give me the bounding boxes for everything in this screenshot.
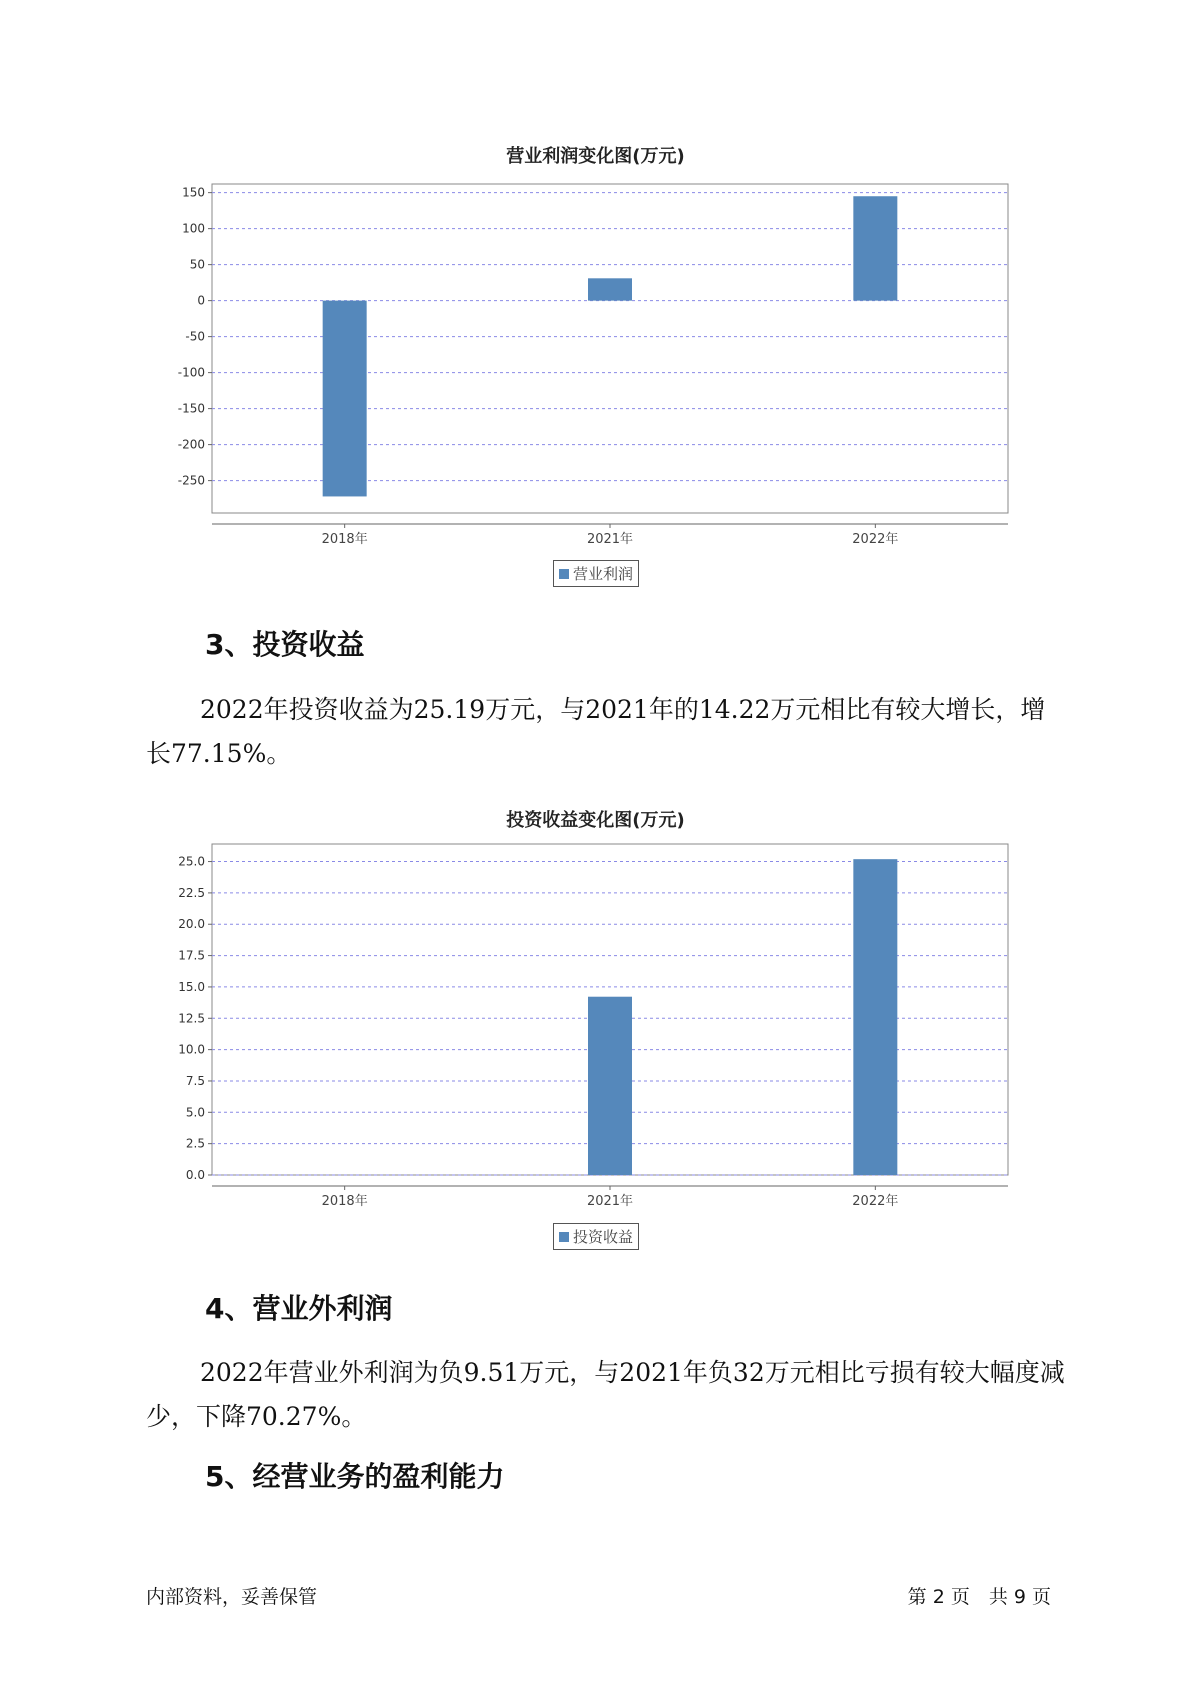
y-tick-label: 17.5	[178, 948, 205, 963]
y-tick-label: 50	[189, 257, 205, 272]
footer-page-number: 第 2 页 共 9 页	[907, 1586, 1051, 1608]
section5-heading: 5、经营业务的盈利能力	[205, 1460, 505, 1493]
y-tick-label: 12.5	[178, 1011, 205, 1026]
section3-heading: 3、投资收益	[205, 628, 365, 661]
y-tick-label: 2.5	[185, 1136, 205, 1151]
section4-body: 2022年营业外利润为负9.51万元，与2021年负32万元相比亏损有较大幅度减少，下降70.27%。	[146, 1358, 1065, 1431]
x-tick-label: 2022年	[852, 532, 899, 547]
y-tick-label: 0	[197, 293, 205, 308]
y-tick-label: 5.0	[185, 1105, 205, 1120]
y-tick-label: 100	[182, 221, 205, 236]
x-tick-label: 2021年	[586, 1194, 634, 1209]
x-tick-label: 2018年	[321, 1194, 368, 1209]
y-tick-label: 10.0	[178, 1042, 205, 1057]
section3-body: 2022年投资收益为25.19万元，与2021年的14.22万元相比有较大增长，增长77.15%。	[146, 695, 1046, 768]
y-tick-label: 7.5	[185, 1073, 205, 1088]
y-tick-label: -100	[177, 365, 205, 380]
bar	[853, 859, 897, 1175]
y-tick-label: 0.0	[185, 1168, 205, 1182]
footer-confidential: 内部资料，妥善保管	[146, 1586, 318, 1608]
y-tick-label: 15.0	[178, 979, 205, 994]
chart2-legend	[553, 1223, 639, 1250]
y-tick-label: -250	[177, 473, 205, 488]
y-tick-label: -200	[177, 437, 205, 452]
y-tick-label: 22.5	[178, 885, 205, 900]
y-tick-label: 25.0	[178, 854, 205, 869]
x-tick-label: 2018年	[321, 532, 368, 547]
x-tick-label: 2021年	[586, 532, 634, 547]
chart1-legend-label: 营业利润	[573, 565, 634, 583]
chart2-title: 投资收益变化图(万元)	[506, 810, 685, 831]
bar	[588, 997, 632, 1175]
y-tick-label: -50	[185, 329, 205, 344]
chart1-title: 营业利润变化图(万元)	[506, 146, 685, 167]
y-tick-label: -150	[177, 401, 205, 416]
legend-swatch-icon	[559, 1232, 569, 1242]
y-tick-label: 150	[182, 185, 205, 200]
chart2-legend-label: 投资收益	[573, 1228, 634, 1246]
y-tick-label: 20.0	[178, 917, 205, 932]
x-tick-label: 2022年	[852, 1194, 899, 1209]
section4-heading: 4、营业外利润	[205, 1292, 393, 1325]
